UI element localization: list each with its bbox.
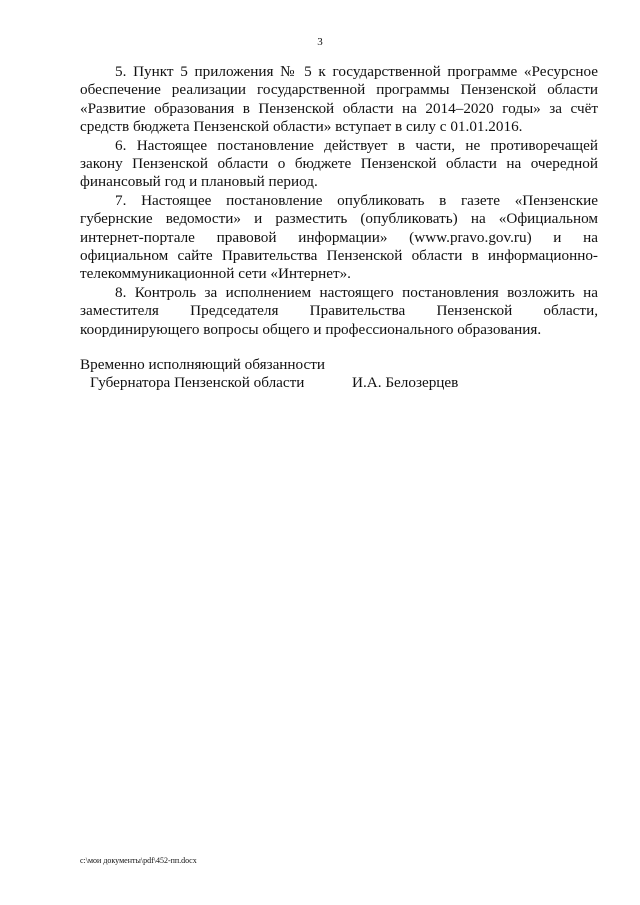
footer-file-path: c:\мои документы\pdf\452-пп.docx (80, 856, 197, 865)
page-number: 3 (317, 36, 323, 48)
signature-block (80, 356, 598, 393)
signatory-title-line-2: Губернатора Пензенской области (90, 374, 305, 392)
document-body (80, 63, 598, 339)
signature-line-1 (80, 356, 598, 374)
paragraph-item-7: 7. Настоящее постановление опубликовать в газете «Пензенские губернские ведомости» и разместить (опубликовать) на «Официальном интернет-портале правовой информации» (www.pravo.gov.ru) и на официальном сайте Правительства Пензенской области в информационно-телекоммуникационной сети «Интернет». (80, 191, 598, 283)
signatory-title-line-1: Временно исполняющий обязанности (80, 356, 326, 373)
paragraph-item-5: 5. Пункт 5 приложения № 5 к государственной программе «Ресурсное обеспечение реализации государственной программы Пензенской области «Развитие образования в Пензенской области на 2014–2020 годы» за счёт средств бюджета Пензенской области» вступает в силу с 01.01.2016. (80, 63, 598, 136)
paragraph-item-8: 8. Контроль за исполнением настоящего постановления возложить на заместителя Председателя Правительства Пензенской области, координирующего вопросы общего и профессионального образования. (80, 283, 598, 338)
signature-line-2 (80, 374, 598, 392)
signatory-name: И.А. Белозерцев (352, 374, 459, 392)
paragraph-item-6: 6. Настоящее постановление действует в части, не противоречащей закону Пензенской области о бюджете Пензенской области на очередной финансовый год и плановый период. (80, 136, 598, 191)
